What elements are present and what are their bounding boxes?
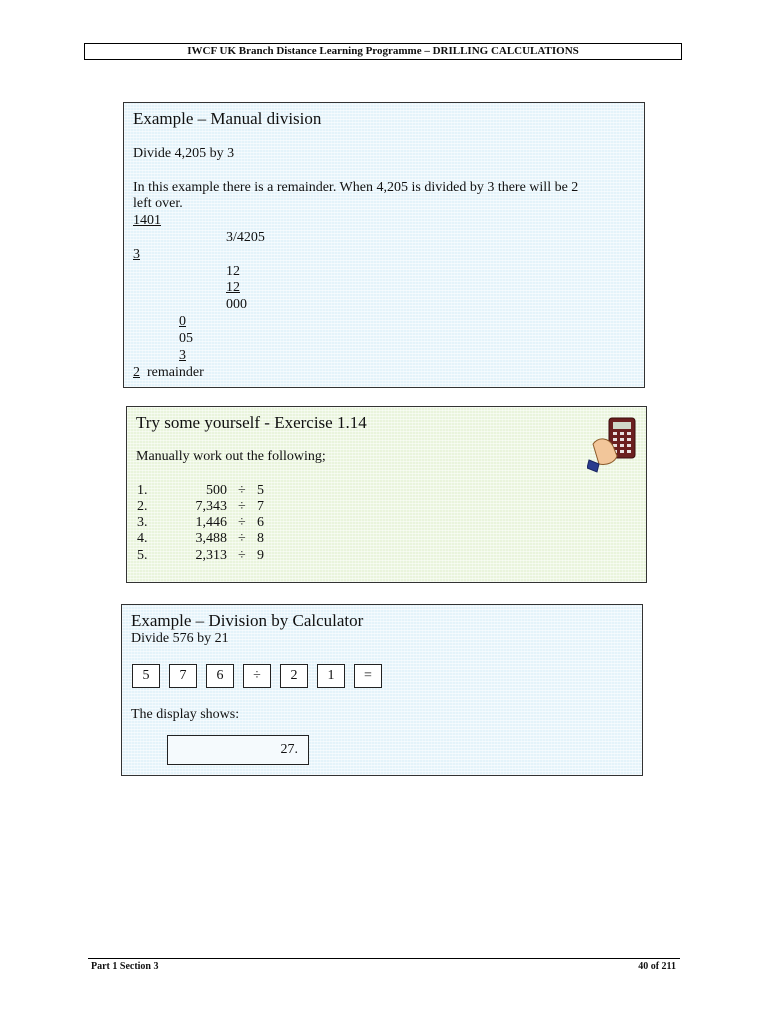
item-divisor: 7 bbox=[257, 499, 264, 514]
work-line-12-subtract: 12 bbox=[226, 280, 240, 295]
page-header: IWCF UK Branch Distance Learning Programme – DRILLING CALCULATIONS bbox=[84, 43, 682, 60]
item-number: 4. bbox=[137, 531, 148, 546]
item-number: 5. bbox=[137, 548, 148, 563]
calc-key-5: 5 bbox=[132, 664, 160, 688]
manual-division-box bbox=[123, 102, 645, 388]
work-line-0: 0 bbox=[179, 314, 186, 329]
footer-page-number: 40 of 211 bbox=[638, 961, 676, 972]
calc-key-7: 7 bbox=[169, 664, 197, 688]
manual-division-prompt: Divide 4,205 by 3 bbox=[133, 146, 235, 161]
item-dividend: 3,488 bbox=[195, 531, 227, 546]
calculator-example-prompt: Divide 576 by 21 bbox=[131, 631, 229, 646]
calculator-display: 27. bbox=[167, 735, 309, 765]
divide-symbol: ÷ bbox=[238, 548, 246, 563]
calc-key-6: 6 bbox=[206, 664, 234, 688]
divisor: 3 bbox=[133, 247, 140, 262]
quotient: 1401 bbox=[133, 213, 161, 228]
display-label: The display shows: bbox=[131, 707, 240, 722]
work-line-12: 12 bbox=[226, 264, 240, 279]
footer-section: Part 1 Section 3 bbox=[91, 961, 159, 972]
item-divisor: 6 bbox=[257, 515, 264, 530]
exercise-title: Try some yourself - Exercise 1.14 bbox=[136, 413, 367, 432]
item-divisor: 9 bbox=[257, 548, 264, 563]
work-line-05: 05 bbox=[179, 331, 193, 346]
work-line-3: 3 bbox=[179, 348, 186, 363]
exercise-box bbox=[126, 406, 647, 583]
exercise-instruction: Manually work out the following; bbox=[136, 449, 326, 464]
work-line-000: 000 bbox=[226, 297, 247, 312]
divide-symbol: ÷ bbox=[238, 515, 246, 530]
divide-symbol: ÷ bbox=[238, 531, 246, 546]
item-dividend: 500 bbox=[206, 483, 227, 498]
item-dividend: 2,313 bbox=[195, 548, 227, 563]
calc-key-equals: = bbox=[354, 664, 382, 688]
calc-key-2: 2 bbox=[280, 664, 308, 688]
calculator-example-title: Example – Division by Calculator bbox=[131, 611, 364, 630]
footer-divider bbox=[88, 958, 680, 959]
item-dividend: 7,343 bbox=[195, 499, 227, 514]
divide-symbol: ÷ bbox=[238, 483, 246, 498]
dividend: 3/4205 bbox=[226, 230, 265, 245]
calc-key-divide: ÷ bbox=[243, 664, 271, 688]
item-dividend: 1,446 bbox=[195, 515, 227, 530]
item-divisor: 8 bbox=[257, 531, 264, 546]
manual-division-explanation-2: left over. bbox=[133, 196, 183, 211]
remainder-label: remainder bbox=[147, 365, 204, 380]
item-number: 3. bbox=[137, 515, 148, 530]
manual-division-title: Example – Manual division bbox=[133, 109, 322, 128]
calculator-hand-icon bbox=[587, 416, 639, 474]
item-number: 2. bbox=[137, 499, 148, 514]
remainder-line bbox=[133, 364, 204, 381]
item-number: 1. bbox=[137, 483, 148, 498]
remainder-value: 2 bbox=[133, 365, 140, 380]
divide-symbol: ÷ bbox=[238, 499, 246, 514]
item-divisor: 5 bbox=[257, 483, 264, 498]
manual-division-explanation-1: In this example there is a remainder. When 4,205 is divided by 3 there will be 2 bbox=[133, 180, 579, 195]
calculator-example-box bbox=[121, 604, 643, 776]
calc-key-1: 1 bbox=[317, 664, 345, 688]
